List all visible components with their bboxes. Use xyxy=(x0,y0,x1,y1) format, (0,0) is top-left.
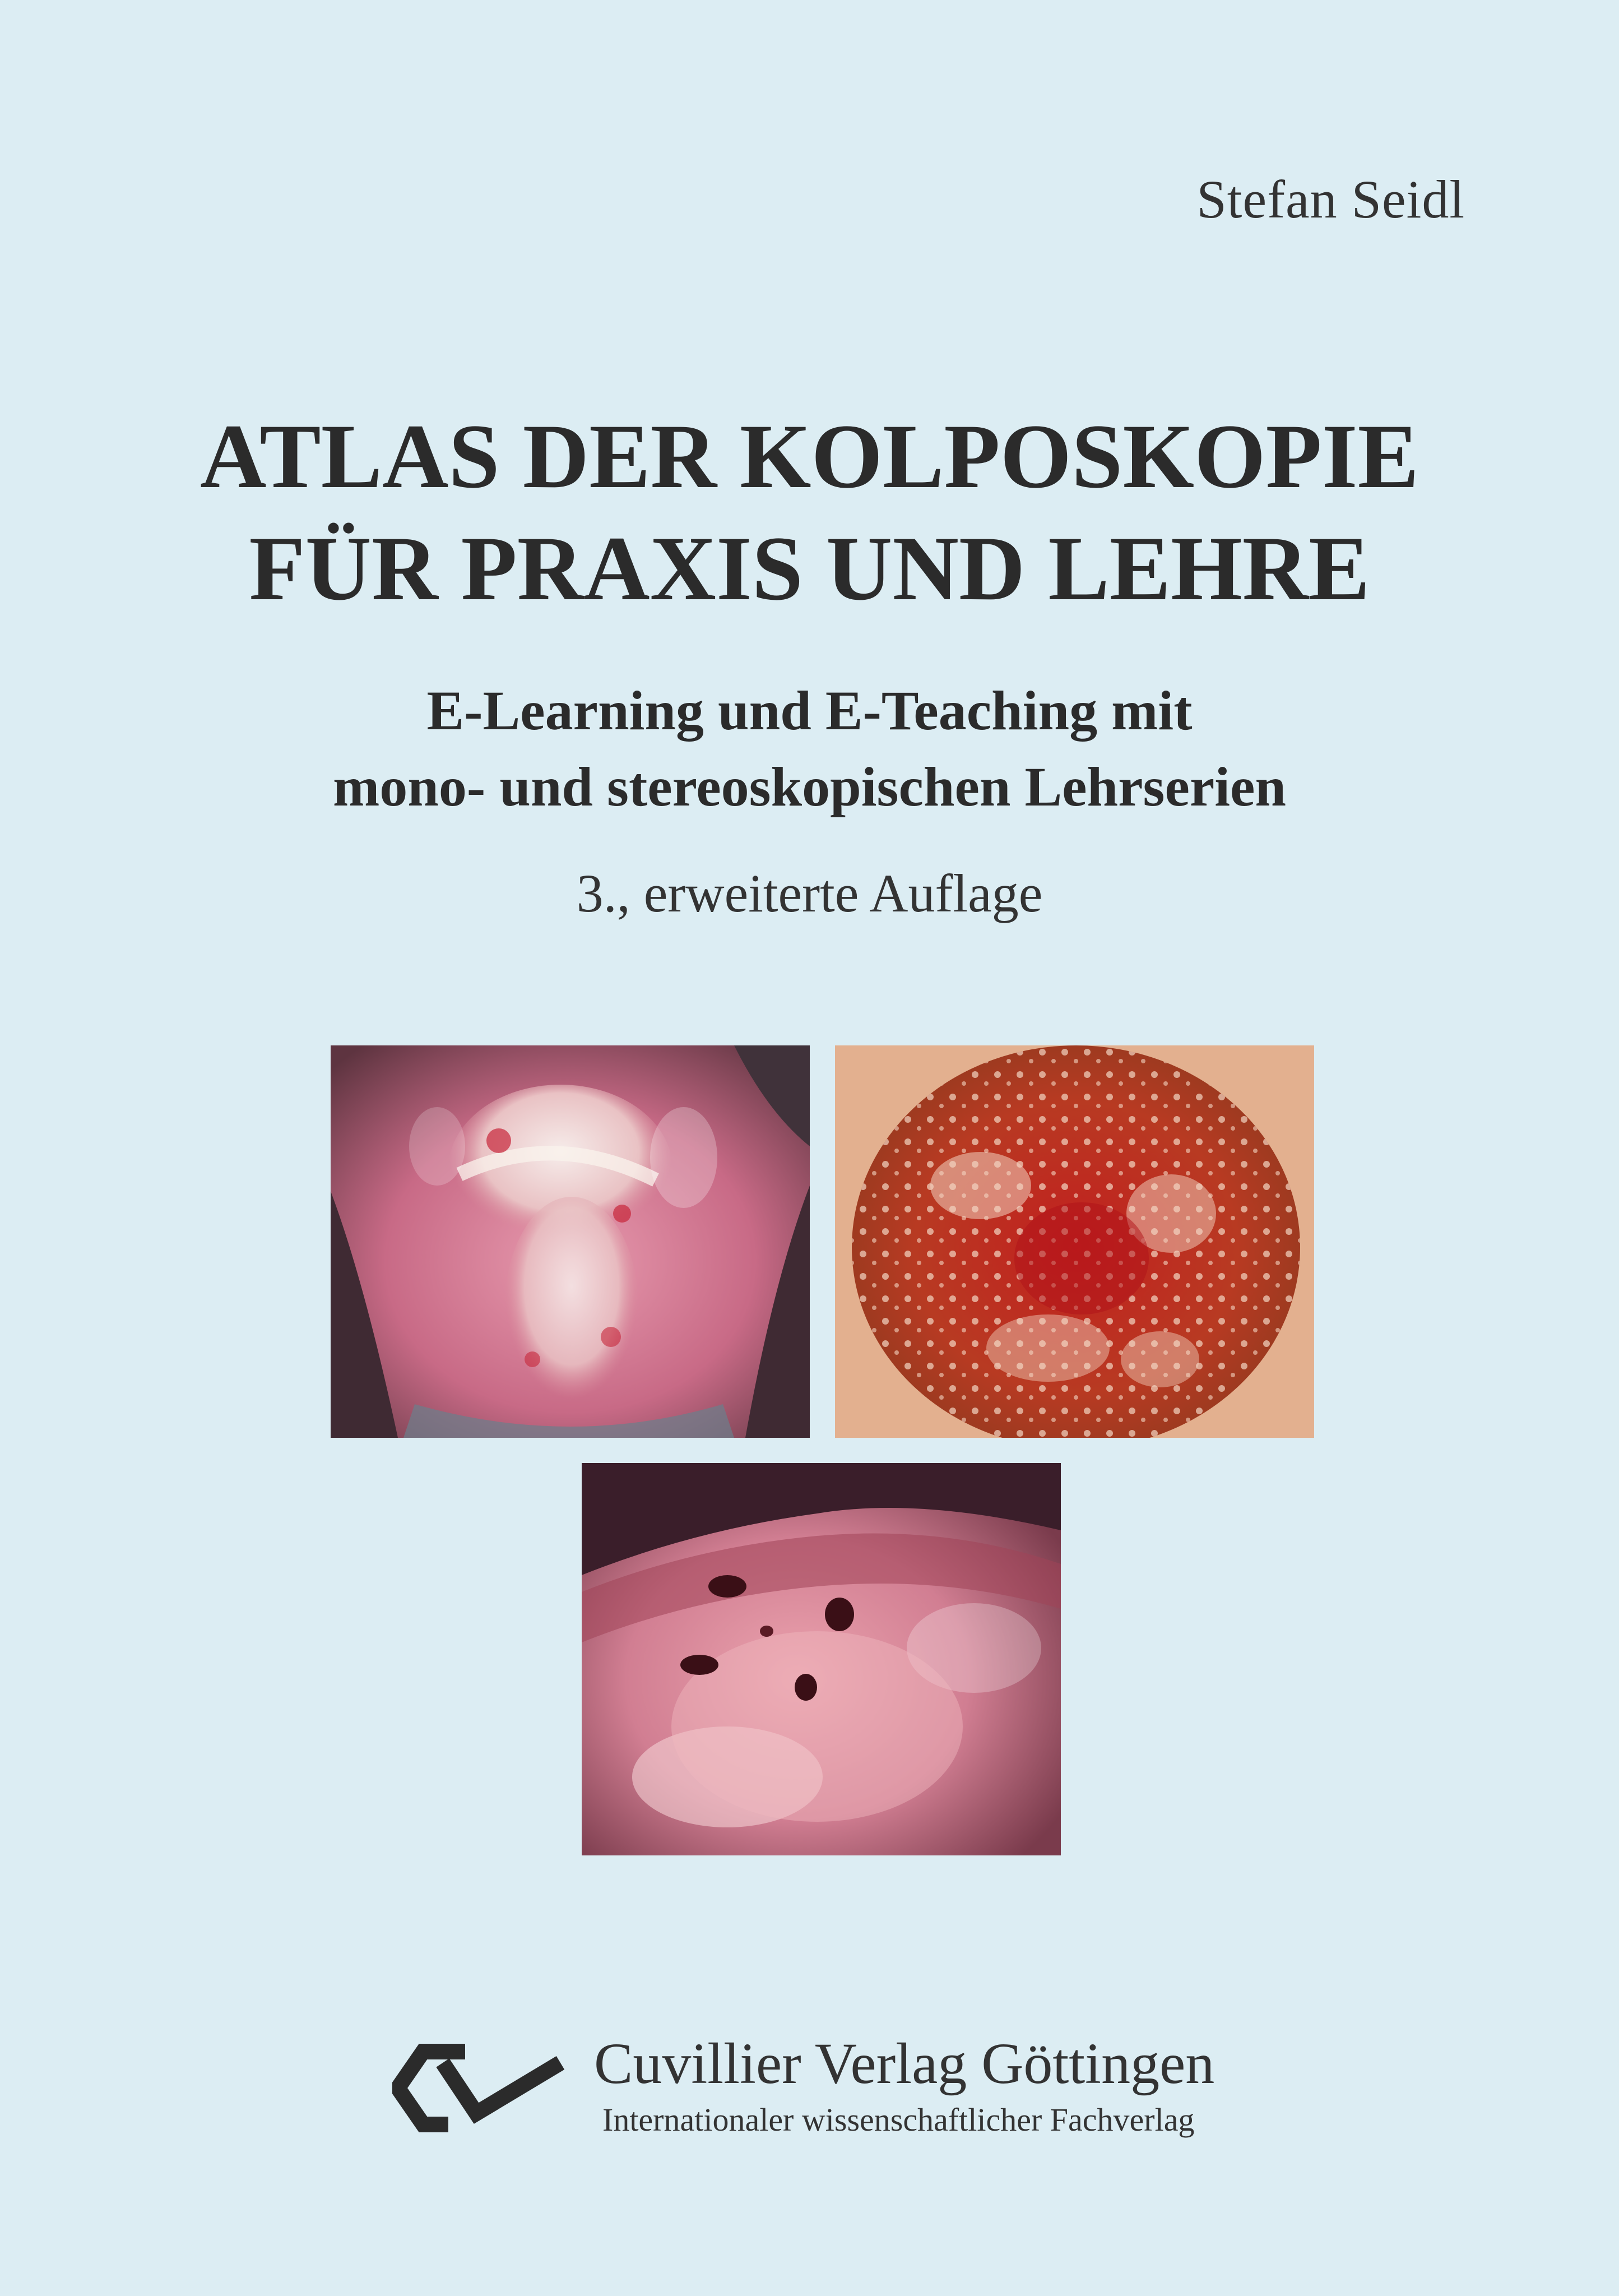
subtitle-line-2: mono- und stereoskopischen Lehrserien xyxy=(332,756,1287,818)
title-line-2: FÜR PRAXIS UND LEHRE xyxy=(249,518,1370,619)
colposcopy-photo-1-image xyxy=(331,1045,810,1438)
colposcopy-photo-3-image xyxy=(582,1463,1061,1855)
edition-label: 3., erweiterte Auflage xyxy=(576,863,1043,923)
colposcopy-photo-2-image xyxy=(835,1045,1314,1438)
colposcopy-photo-3 xyxy=(582,1463,1061,1855)
subtitle-line-1: E-Learning und E-Teaching mit xyxy=(426,679,1193,742)
book-title xyxy=(0,401,1619,625)
colposcopy-photo-2 xyxy=(835,1045,1314,1438)
publisher-name: Cuvillier Verlag Göttingen xyxy=(594,2031,1215,2096)
title-line-1: ATLAS DER KOLPOSKOPIE xyxy=(200,406,1419,507)
colposcopy-photo-1 xyxy=(331,1045,810,1438)
author-name: Stefan Seidl xyxy=(1196,169,1465,229)
cuvillier-logo-icon xyxy=(392,2040,566,2136)
publisher-tagline: Internationaler wissenschaftlicher Fachverlag xyxy=(602,2101,1195,2138)
publisher-block xyxy=(392,2031,1267,2152)
book-subtitle xyxy=(0,673,1619,825)
